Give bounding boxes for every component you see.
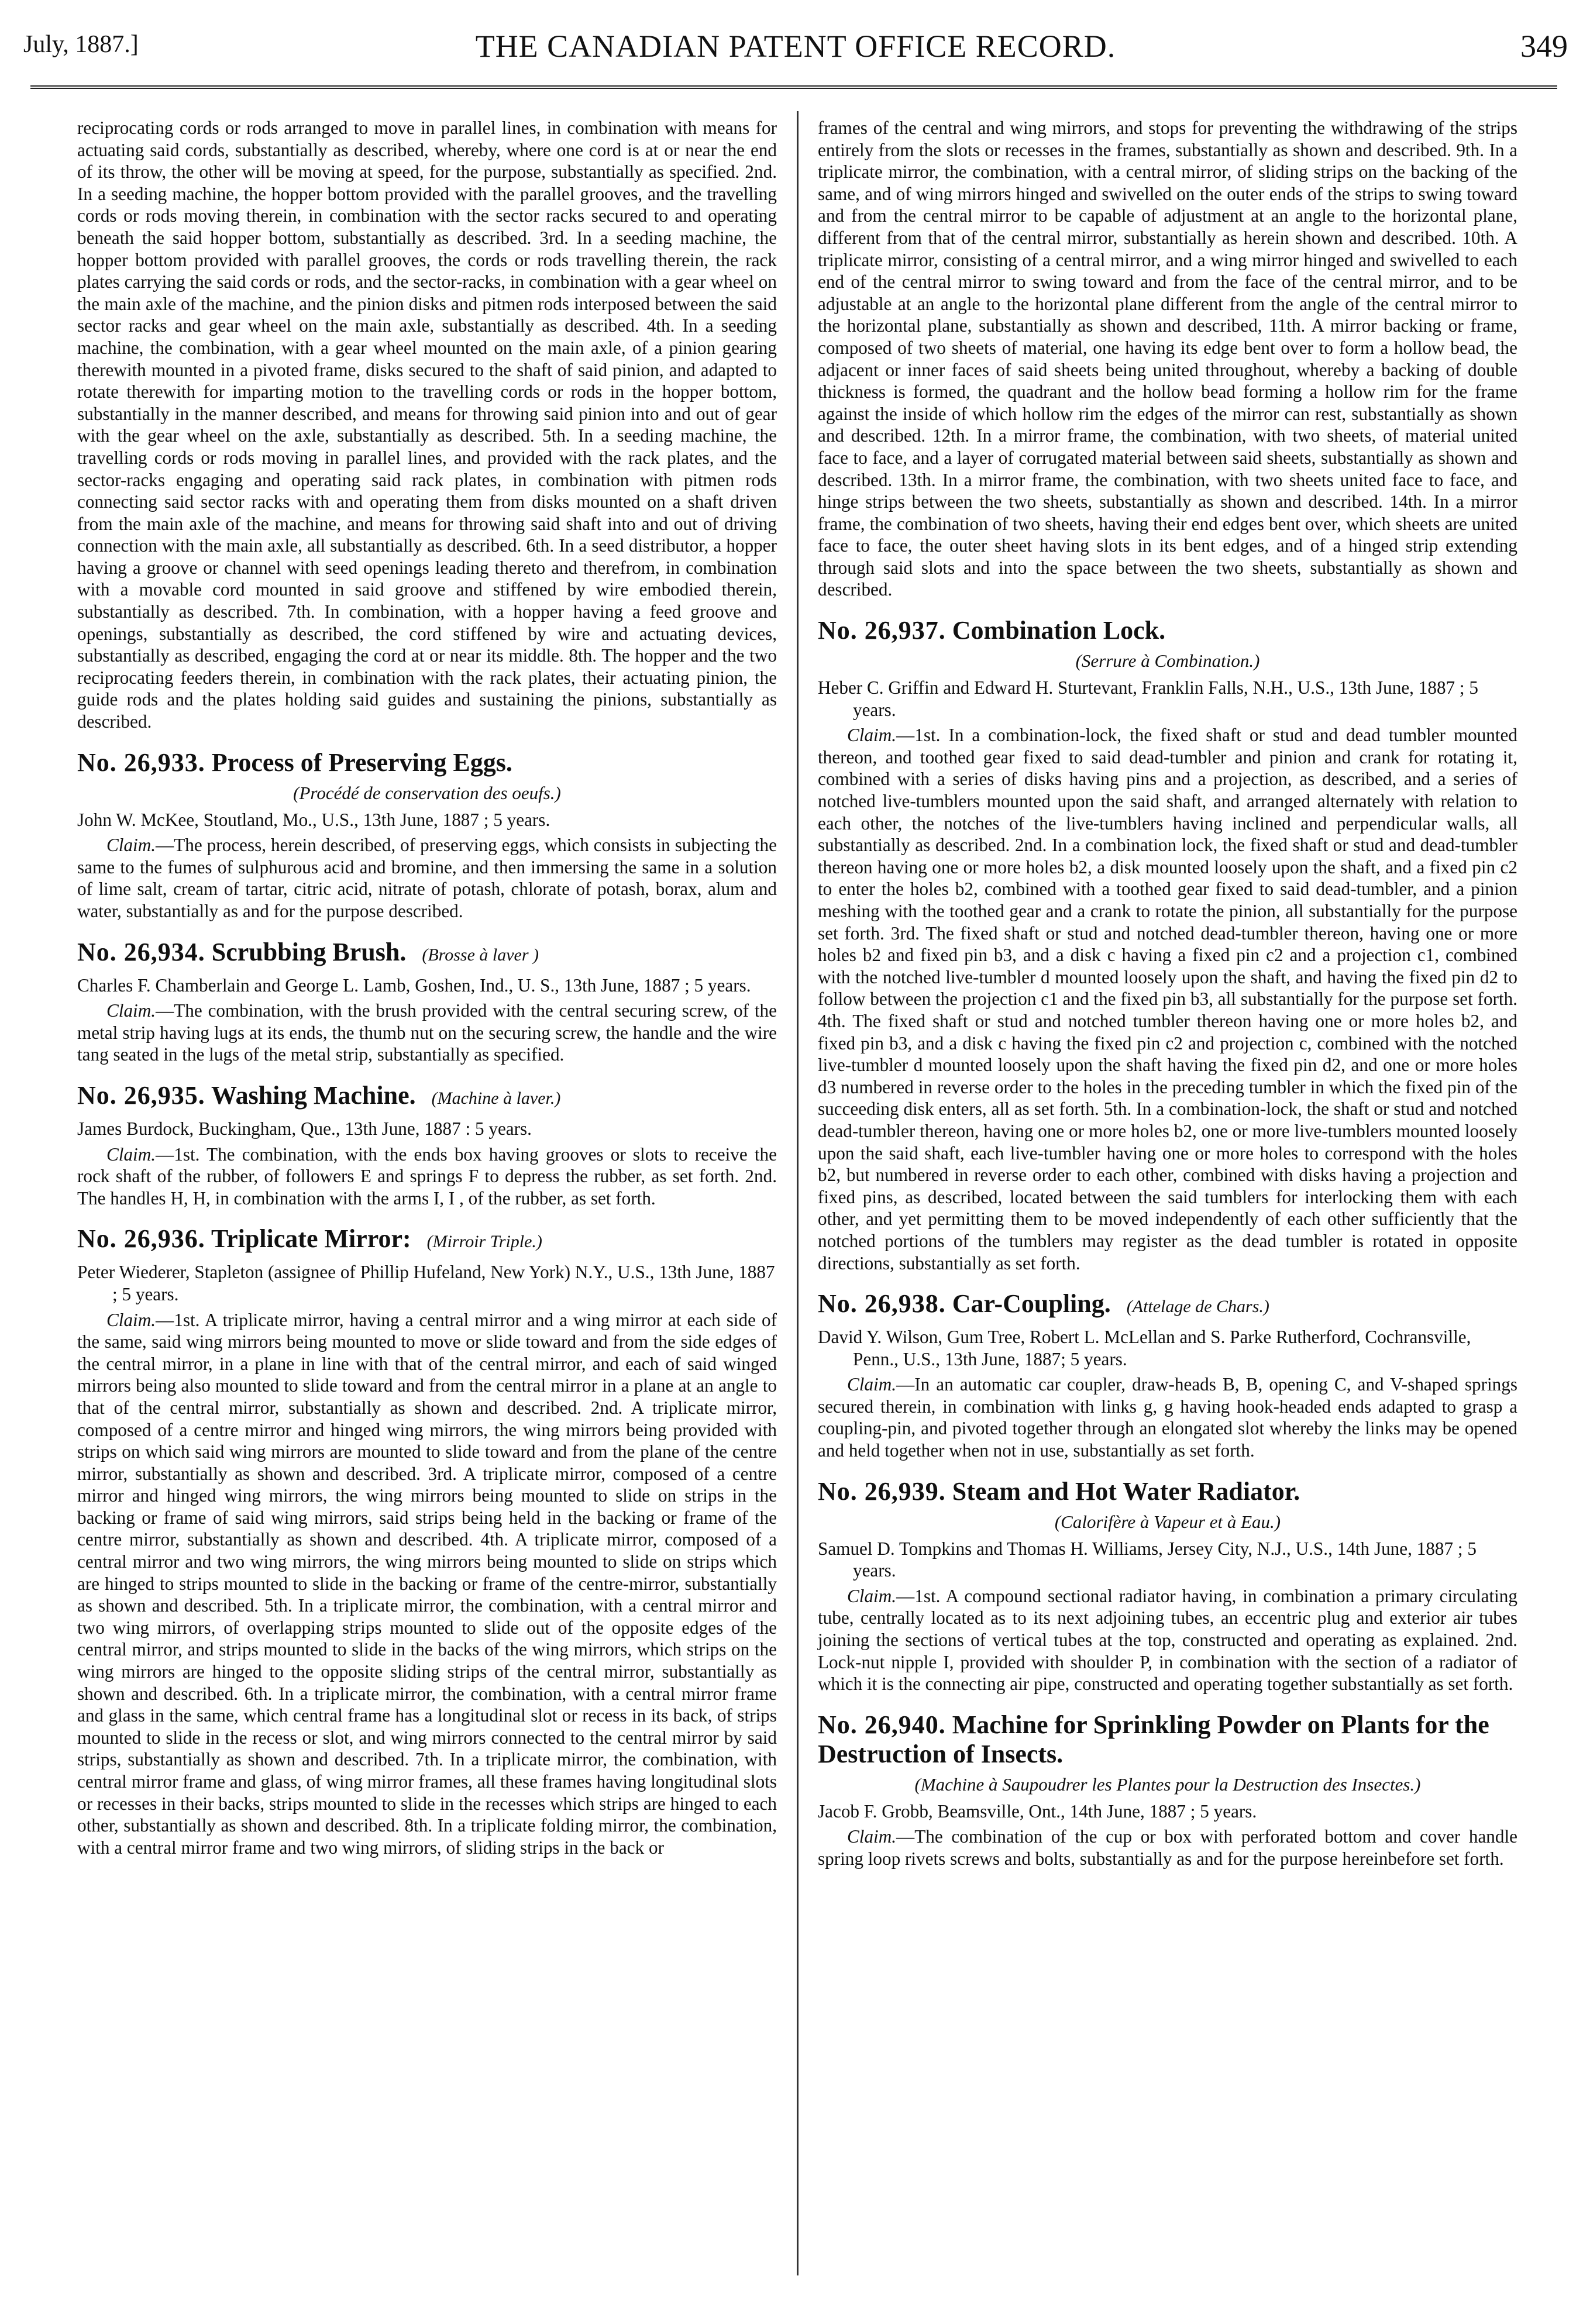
patentee-line: Heber C. Griffin and Edward H. Sturtevant, Franklin Falls, N.H., U.S., 13th June, 1887 ; 5 years. <box>818 677 1478 720</box>
claim-text <box>818 1826 1517 1869</box>
patent-heading <box>77 938 777 970</box>
continued-claims: frames of the central and wing mirrors, and stops for preventing the withdrawing of the strips entirely from the slots or recesses in the frames, substantially as shown and described. 9th. In a triplicate mirror, the combination, with a central mirror, of sliding strips on the backing of the same, and of wing mirrors hinged and swivelled on the outer ends of the strips to swing toward and from the central mirror to be capable of adjustment at an angle to the horizontal plane, different from that of the central mirror, substantially as herein shown and described. 10th. A triplicate mirror, consisting of a central mirror, and a wing mirror hinged and swivelled to each end of the central mirror to swing toward and from the face of the central mirror, and to be adjustable at an angle to the horizontal plane different from the angle of the central mirror to the horizontal plane, substantially as shown and described, 11th. A mirror backing or frame, composed of two sheets of material, one having its edge bent over to form a hollow bead, the adjacent or inner faces of said sheets being united throughout, whereby a backing of double thickness is formed, the quadrant and the hollow bead forming a hollow rim for the frame against the inside of which hollow rim the edges of the mirror can rest, substantially as shown and described. 12th. In a mirror frame, the combination, with two sheets, of material united face to face, and a layer of corrugated material between said sheets, substantially as shown and described. 13th. In a mirror frame, the combination, with two sheets united face to face, and hinge strips between the two sheets, substantially as shown and described. 14th. In a mirror frame, the combination of two sheets, having their end edges bent over, which sheets are united face to face, the outer sheet having slots in its bent edges, and of a hinged strip extending through said slots and into the space between the two sheets, substantially as shown and described. <box>818 118 1517 600</box>
french-title: (Brosse à laver ) <box>422 945 539 965</box>
claim-label: Claim. <box>847 725 897 746</box>
patent-title: Washing Machine. <box>211 1080 416 1110</box>
patent-entry-26935 <box>77 1081 777 1209</box>
patent-heading <box>77 1081 777 1113</box>
patentee-line: Samuel D. Tompkins and Thomas H. Williams, Jersey City, N.J., U.S., 14th June, 1887 ; 5 years. <box>818 1538 1477 1581</box>
left-column <box>77 117 777 1858</box>
header-rule <box>30 85 1557 89</box>
claim-text <box>77 1000 777 1066</box>
claim-label: Claim. <box>106 1000 156 1021</box>
patent-title: Scrubbing Brush. <box>211 937 407 966</box>
claim-label: Claim. <box>106 835 156 856</box>
patent-title: Triplicate Mirror: <box>211 1224 411 1254</box>
patent-number: No. 26,937. <box>818 616 946 645</box>
french-title: (Mirroir Triple.) <box>426 1232 542 1252</box>
french-title: (Procédé de conservation des oeufs.) <box>293 782 561 803</box>
claim-text <box>818 724 1517 1274</box>
patent-number: No. 26,936. <box>77 1224 205 1254</box>
continued-claims: reciprocating cords or rods arranged to move in parallel lines, in combination with means for actuating said cords, substantially as described, whereby, where one cord is at or near the end of its throw, the other will be moving at speed, for the purpose, substantially as specified. 2nd. In a seeding machine, the hopper bottom provided with the parallel grooves, and the travelling cords or rods moving therein, in combination with the sector racks secured to and operating beneath the said hopper bottom, substantially as described. 3rd. In a seeding machine, the hopper bottom provided with parallel grooves, the cords or rods travelling therein, the rack plates carrying the said cords or rods, and the sector-racks, in combination with a gear wheel on the main axle of the machine, and the pinion disks and pitmen rods interposed between the said sector racks and gear wheel on the main axle, substantially as described. 4th. In a seeding machine, the combination, with a gear wheel mounted on the main axle, of a pinion gearing therewith mounted in a pivoted frame, disks secured to the shaft of said pinion, and adapted to rotate therewith for imparting motion to the travelling cords or rods in the hopper bottom, substantially in the manner described, and means for throwing said pinion into and out of gear with the gear wheel on the axle, substantially as described. 5th. In a seeding machine, the travelling cords or rods moving in parallel lines, and provided with the rack plates, and the sector-racks engaging and operating said rack plates, in combination with pitmen rods connecting said sector racks with and operating them from disks mounted on a shaft driven from the main axle of the machine, and means for throwing said shaft into and out of driving connection with the main axle, all substantially as described. 6th. In a seed distributor, a hopper having a groove or channel with seed openings leading thereto and therefrom, in combination with a movable cord mounted in said groove and stiffened by wire embodied therein, substantially as described. 7th. In combination, with a hopper having a feed groove and openings, substantially as described, the cord stiffened by wire and actuating devices, substantially as described, engaging the cord at or near its middle. 8th. The hopper and the two reciprocating feeders therein, in combination with the rack plates, their actuating pinion, the guide rods and the plates holding said guides and sustaining the pinions, substantially as described. <box>77 118 777 732</box>
patent-number: No. 26,938. <box>818 1289 946 1318</box>
claim-text <box>77 1309 777 1859</box>
patent-title: Steam and Hot Water Radiator. <box>952 1476 1300 1506</box>
claim-label: Claim. <box>106 1309 156 1330</box>
patentee-line: John W. McKee, Stoutland, Mo., U.S., 13th June, 1887 ; 5 years. <box>77 809 550 830</box>
patent-entry-26938 <box>818 1289 1517 1462</box>
patentee-line: Charles F. Chamberlain and George L. Lamb, Goshen, Ind., U. S., 13th June, 1887 ; 5 years. <box>77 975 751 996</box>
patent-number: No. 26,933. <box>77 748 205 777</box>
claim-body: —1st. In a combination-lock, the fixed shaft or stud and dead tumbler mounted thereon, and toothed gear fixed to said dead-tumbler and pinion and crank for rotating it, combined with a series of disks having pins and a projection, as described, and a series of notched live-tumblers mounted upon the said shaft, and arranged alternately with relation to each other, the notches of the live-tumblers having inclined and perpendicular walls, all substantially as described. 2nd. In a combination lock, the fixed shaft or stud and dead-tumbler thereon having one or more holes b2, a disk mounted loosely upon the shaft, and a fixed pin c2 to enter the holes b2, combined with a toothed gear fixed to said dead-tumbler, and a pinion meshing with the toothed gear and a crank to rotate the pinion, all substantially for the purpose set forth. 3rd. The fixed shaft or stud and notched dead-tumbler thereon, having one or more holes b2 and fixed pin b3, and a disk c having a fixed pin c2 and a projection c1, combined with the notched live-tumbler d mounted loosely upon the shaft, and having the fixed pin d2 to follow between the projection c1 and the fixed pin b3, all substantially for the purpose set forth. 4th. The fixed shaft or stud and notched tumbler thereon having one or more holes b2, and fixed pin b3, and a disk c having the fixed pin c2 and projection c, combined with the notched live-tumbler d mounted loosely upon the shaft having the fixed pin d2, and one or more holes d3 numbered in reverse order to the holes in the preceding tumbler in which the fixed pin of the succeeding disk enters, all as set forth. 5th. In a combination-lock, the shaft or stud and notched dead-tumbler thereon, having one or more holes b2, one or more live-tumblers mounted loosely upon the said shaft, each live-tumbler having one or more holes to correspond with the holes b2, but numbered in reverse order to each other, combined with disks having a projection and fixed pins, as described, located between the said tumblers for interlocking them with each other, and yet permitting them to be moved independently of each other sufficiently that the notched portions of the tumblers may register as the dead tumbler is rotated in opposite directions, substantially as set forth. <box>818 725 1517 1273</box>
claim-label: Claim. <box>106 1144 156 1165</box>
patent-number: No. 26,935. <box>77 1080 205 1110</box>
patentee-line: Peter Wiederer, Stapleton (assignee of Phillip Hufeland, New York) N.Y., U.S., 13th June, 1887 ; 5 years. <box>77 1262 775 1304</box>
claim-text <box>77 1144 777 1210</box>
page-number: 349 <box>1520 29 1568 64</box>
patent-heading <box>77 748 777 777</box>
claim-body: —The process, herein described, of preserving eggs, which consists in subjecting the same to the fumes of sulphurous acid and bromine, and then immersing the same in a solution of lime salt, cream of tartar, citric acid, nitrate of potash, chlorate of potash, borax, alum and water, substantially as and for the purpose described. <box>77 835 777 921</box>
patentee-line: David Y. Wilson, Gum Tree, Robert L. McLellan and S. Parke Rutherford, Cochransville, Penn., U.S., 13th June, 1887; 5 years. <box>818 1327 1471 1369</box>
french-title: (Calorifère à Vapeur et à Eau.) <box>1054 1511 1281 1532</box>
patent-title: Machine for Sprinkling Powder on Plants for the Destruction of Insects. <box>818 1710 1489 1768</box>
claim-body: —In an automatic car coupler, draw-heads B, B, opening C, and V-shaped springs secured therein, in combination with links g, g having hook-headed ends adapted to grasp a coupling-pin, and pivoted together through an elongated slot whereby the links may be opened and held together when not in use, substantially as set forth. <box>818 1374 1517 1461</box>
patent-entry-26937 <box>818 616 1517 1274</box>
claim-body: —1st. The combination, with the ends box having grooves or slots to receive the rock shaft of the rubber, of followers E and springs F to depress the rubber, as set forth. 2nd. The handles H, H, in combination with the arms I, I , of the rubber, as set forth. <box>77 1144 777 1209</box>
patentee-line: James Burdock, Buckingham, Que., 13th June, 1887 : 5 years. <box>77 1118 532 1139</box>
patent-number: No. 26,940. <box>818 1710 946 1739</box>
french-title: (Machine à laver.) <box>431 1088 561 1108</box>
patent-title: Combination Lock. <box>952 616 1166 645</box>
patent-entry-26940 <box>818 1710 1517 1870</box>
claim-body: —1st. A compound sectional radiator having, in combination a primary circulating tube, centrally located as to its next adjoining tubes, an eccentric plug and exterior air tubes joining the sections of vertical tubes at the top, constructed and operating as explained. 2nd. Lock-nut nipple I, provided with shoulder P, in combination with the section of a radiator of which it is the connecting air pipe, constructed and operating together substantially as set forth. <box>818 1585 1517 1695</box>
patent-heading <box>77 1224 777 1256</box>
claim-body: —The combination of the cup or box with perforated bottom and cover handle spring loop rivets screws and bolts, substantially as and for the purpose hereinbefore set forth. <box>818 1826 1517 1869</box>
claim-text <box>818 1585 1517 1695</box>
claim-body: —The combination, with the brush provided with the central securing screw, of the metal strip having lugs at its ends, the thumb nut on the securing screw, the handle and the wire tang seated in the lugs of the metal strip, substantially as specified. <box>77 1000 777 1065</box>
claim-label: Claim. <box>847 1374 897 1395</box>
french-title: (Machine à Saupoudrer les Plantes pour la Destruction des Insectes.) <box>914 1774 1421 1795</box>
patent-title: Process of Preserving Eggs. <box>211 748 512 777</box>
claim-label: Claim. <box>847 1826 897 1847</box>
french-title: (Serrure à Combination.) <box>1075 650 1260 672</box>
claim-label: Claim. <box>847 1585 897 1606</box>
patent-number: No. 26,934. <box>77 937 205 966</box>
claim-text <box>77 834 777 922</box>
patent-heading <box>818 1289 1517 1321</box>
right-column <box>818 117 1517 1870</box>
journal-title: THE CANADIAN PATENT OFFICE RECORD. <box>475 29 1116 64</box>
patent-heading <box>818 1710 1517 1769</box>
french-title: (Attelage de Chars.) <box>1126 1297 1269 1317</box>
patent-heading <box>818 616 1517 645</box>
issue-date: July, 1887.] <box>23 31 139 58</box>
patent-entry-26933 <box>77 748 777 922</box>
claim-body: —1st. A triplicate mirror, having a central mirror and a wing mirror at each side of the same, said wing mirrors being mounted to move or slide toward and from the side edges of the central mirror, in a plane in line with that of the central mirror, and each of said winged mirrors being also mounted to slide toward and from the central mirror in a plane at an angle to that of the central mirror, substantially as shown and described. 2nd. A triplicate mirror, composed of a centre mirror and hinged wing mirrors, the wing mirrors being provided with strips on which said wing mirrors are mounted to slide toward and from the plane of the centre mirror, substantially as shown and described. 3rd. A triplicate mirror, composed of a centre mirror and hinged wing mirrors, the wing mirrors being mounted to slide on strips in the backing or frame of said wing mirrors, said strips being held in the backing or frame of the centre mirror, substantially as shown and described. 4th. A triplicate mirror, composed of a central mirror and two wing mirrors, the wing mirrors being mounted to slide on strips which are hinged to strips mounted to slide in the backing or frame of the centre-mirror, substantially as shown and described. 5th. In a triplicate mirror, the combination, with a central mirror and two wing mirrors, of overlapping strips mounted to slide out of the opposite edges of the central mirror, and strips mounted to slide in the backs of the wing mirrors, which strips on the wing mirrors are hinged to the opposite sliding strips of the central mirror, substantially as shown and described. 6th. In a triplicate mirror, the combination, with a central mirror frame and glass in the same, which central frame has a longitudinal slot or recess in its back, of strips mounted to slide in the recess or slot, and wing mirrors connected to the central mirror by said strips, substantially as shown and described. 7th. In a triplicate mirror, the combination, with central mirror frame and glass, of wing mirror frames, all these frames having longitudinal slots or recesses in their backs, strips mounted to slide in the recesses which strips are hinged to each other, substantially as shown and described. 8th. In a triplicate folding mirror, the combination, with a central mirror frame and two wing mirrors, of sliding strips in the back or <box>77 1309 777 1858</box>
running-head <box>23 28 1568 69</box>
patent-title: Car-Coupling. <box>952 1289 1111 1318</box>
patent-entry-26936 <box>77 1224 777 1858</box>
patent-entry-26934 <box>77 938 777 1066</box>
patent-number: No. 26,939. <box>818 1476 946 1506</box>
column-divider <box>797 111 799 2275</box>
claim-text <box>818 1373 1517 1461</box>
patentee-line: Jacob F. Grobb, Beamsville, Ont., 14th June, 1887 ; 5 years. <box>818 1800 1257 1822</box>
patent-entry-26939 <box>818 1477 1517 1695</box>
patent-heading <box>818 1477 1517 1506</box>
